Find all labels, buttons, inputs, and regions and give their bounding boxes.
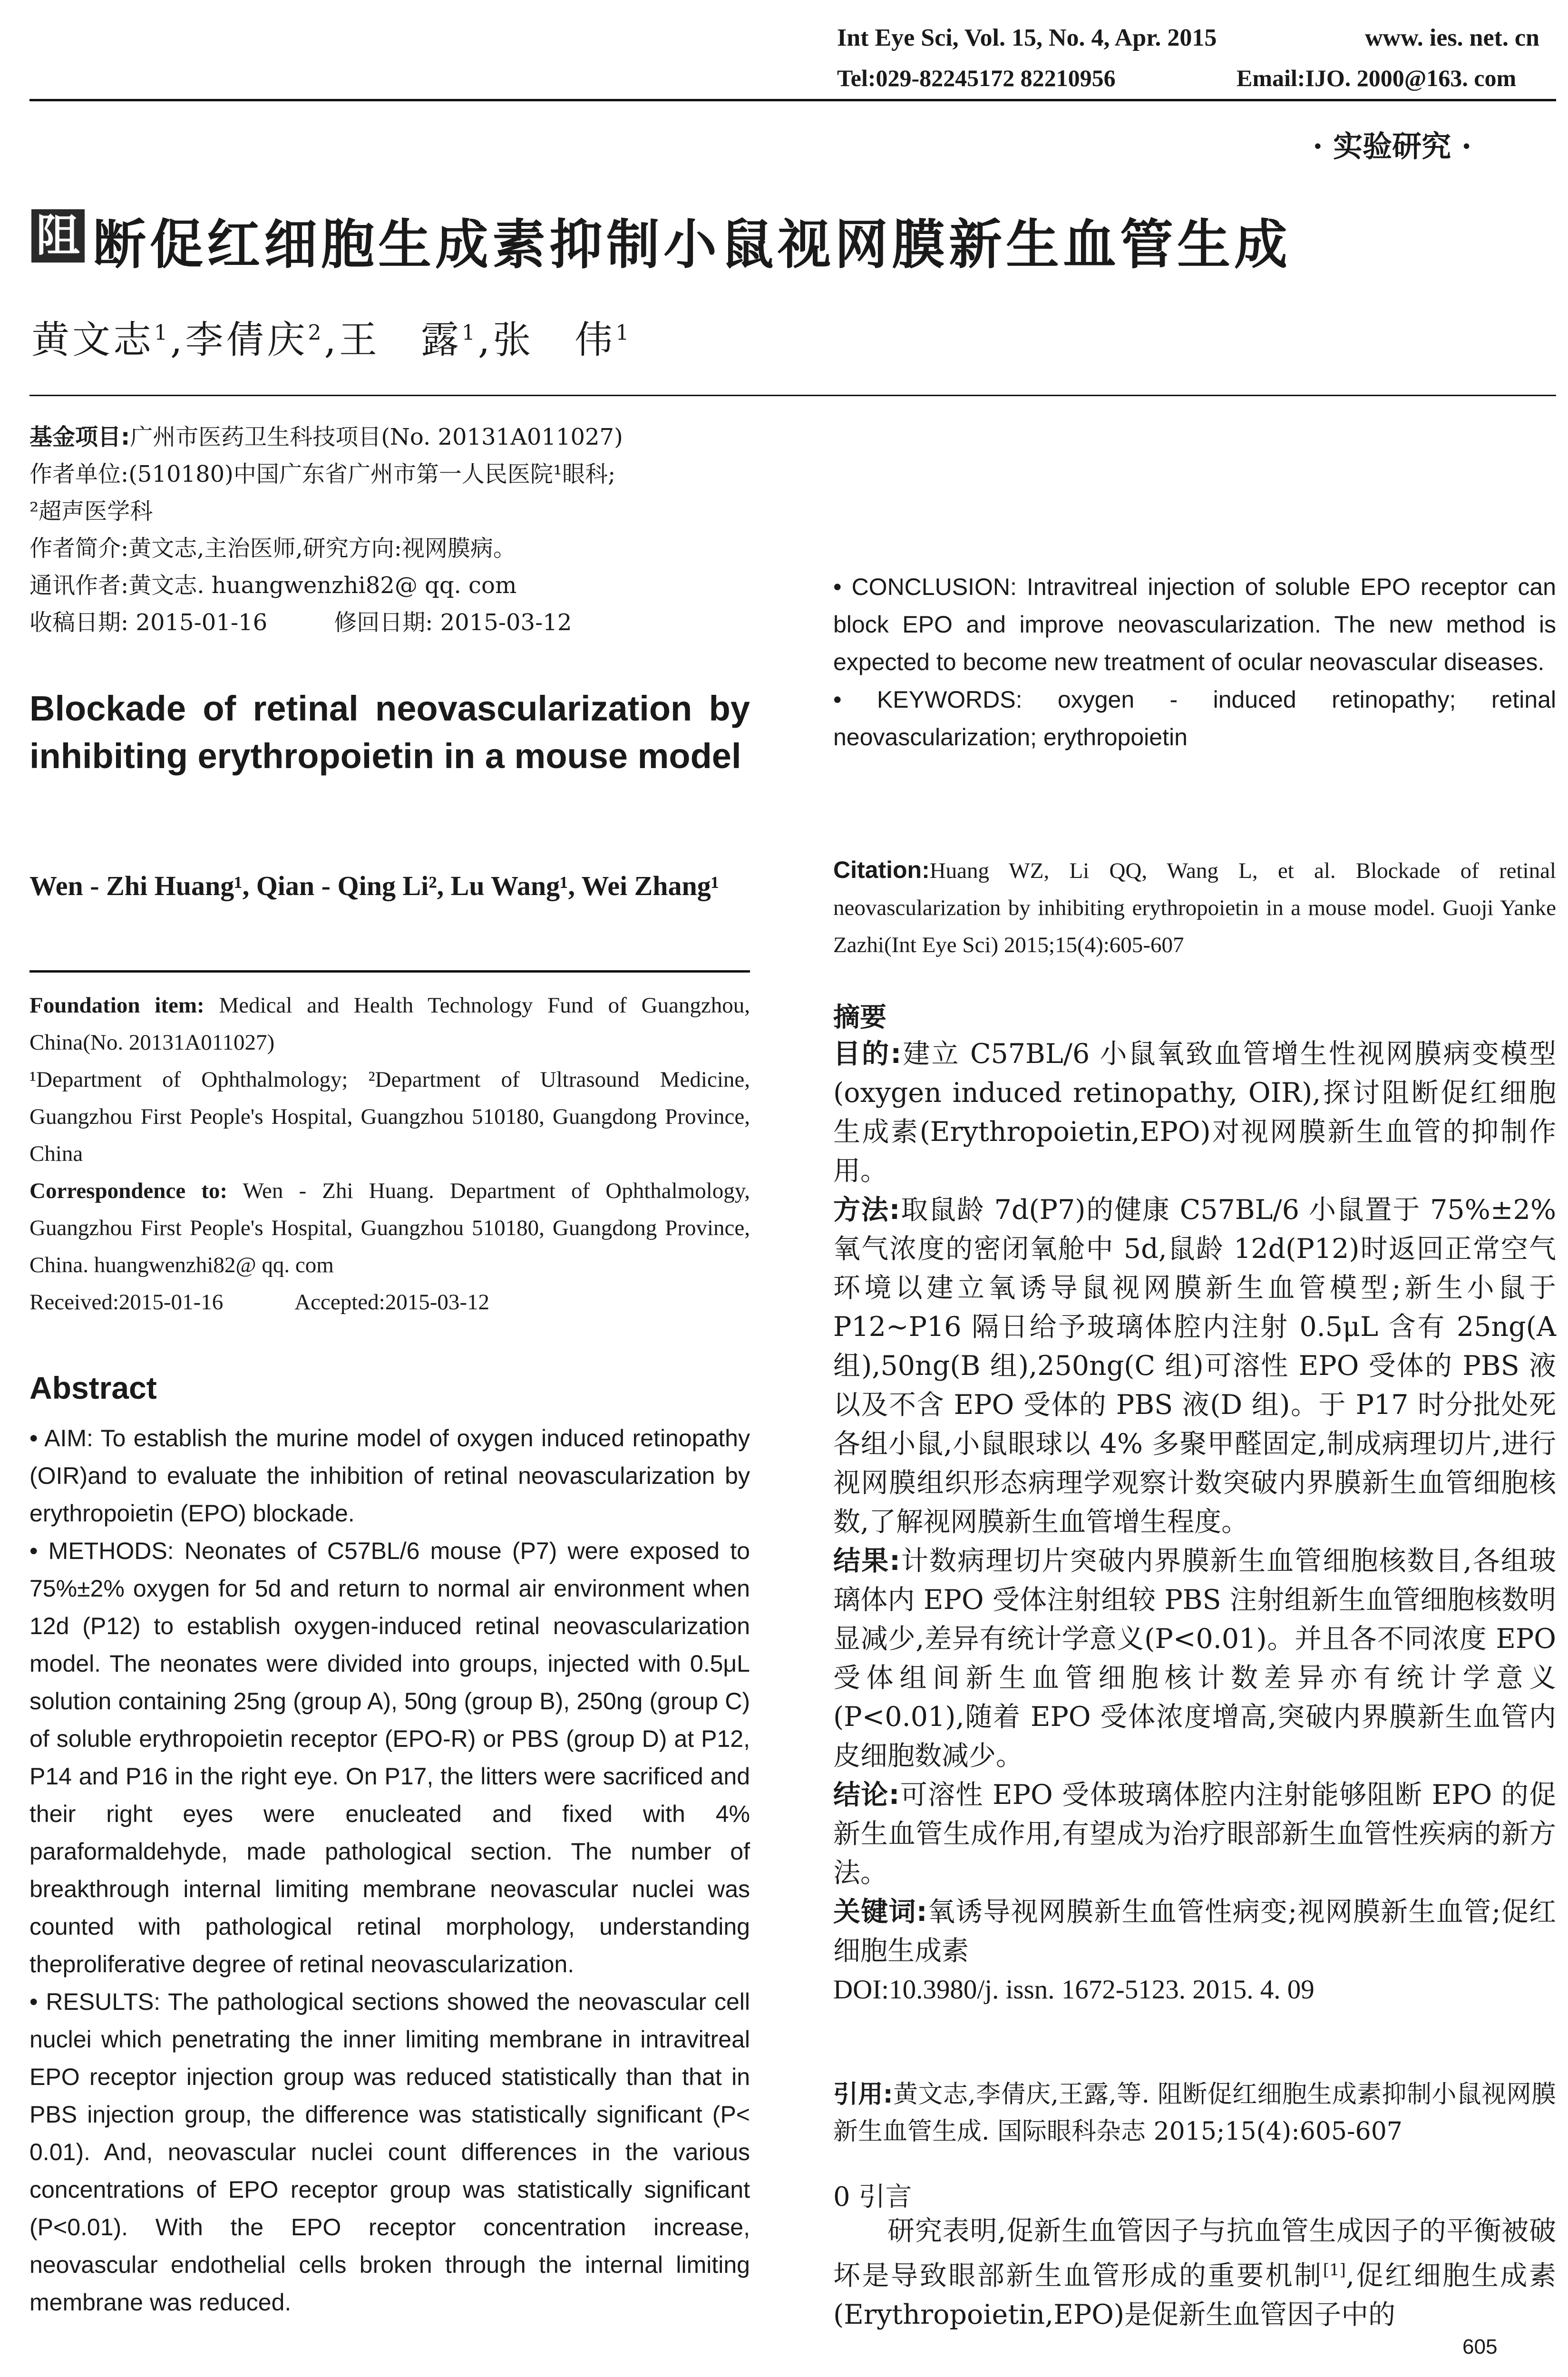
intro-text-2: ,促红细胞生成素(Erythropoietin,EPO)是促新生血管因子中的: [833, 2260, 1557, 2330]
unit-label: 作者单位:: [29, 461, 129, 487]
en-metadata: [29, 987, 750, 1321]
fund-text: 广州市医药卫生科技项目(No. 20131A011027): [130, 424, 623, 450]
unit-text-2: ²超声医学科: [29, 498, 153, 525]
bio-text: 黄文志,主治医师,研究方向:视网膜病。: [128, 535, 516, 562]
cn-citation-text: 黄文志,李倩庆,王露,等. 阻断促红细胞生成素抑制小鼠视网膜新生血管生成. 国际眼科杂志 2015;15(4):605-607: [833, 2080, 1556, 2146]
bio-label: 作者简介:: [29, 535, 129, 562]
title-first-char-mark: 阻: [31, 209, 85, 263]
intro-heading: 0 引言: [833, 2182, 912, 2212]
citation-label: Citation:: [833, 857, 930, 883]
received-en: Received:2015-01-16: [29, 1290, 224, 1315]
header-divider: [29, 99, 1556, 101]
cn-abstract-heading: 摘要: [833, 1002, 886, 1033]
journal-email: Email:IJO. 2000@163. com: [1237, 65, 1517, 91]
article-title-en: Blockade of retinal neovascularization by inhibiting erythropoietin in a mouse model: [29, 689, 750, 776]
cn-aim-text: 建立 C57BL/6 小鼠氧致血管增生性视网膜病变模型(oxygen induced retinopathy, OIR),探讨阻断促红细胞生成素(Erythropoietin,EPO)对视网膜新生血管的抑制作用。: [833, 1038, 1556, 1187]
correspondence-label: Correspondence to:: [29, 1179, 228, 1203]
doi: DOI:10.3980/j. issn. 1672-5123. 2015. 4. 09: [833, 1975, 1315, 2005]
intro-paragraph: [833, 2211, 1556, 2334]
cn-abstract-body: [833, 1034, 1556, 2009]
intro-reference: [1]: [1323, 2260, 1346, 2280]
cn-aim-label: 目的:: [833, 1038, 902, 1070]
cn-conclusion-text: 可溶性 EPO 受体玻璃体腔内注射能够阻断 EPO 的促新生血管生成作用,有望成为治疗眼部新生血管性疾病的新方法。: [833, 1779, 1556, 1889]
cn-citation-label: 引用:: [833, 2080, 893, 2109]
page-number: 605: [1462, 2335, 1498, 2358]
cn-metadata: [29, 419, 750, 641]
corr-text: 黄文志. huangwenzhi82@ qq. com: [128, 572, 517, 599]
department-text: ¹Department of Ophthalmology; ²Department of Ultrasound Medicine, Guangzhou First People's Hospital, Guangzhou 510180, Guangdong Province, China: [29, 1067, 750, 1166]
author-list-en: Wen - Zhi Huang¹, Qian - Qing Li², Lu Wang¹, Wei Zhang¹: [29, 870, 720, 901]
author-affiliation: 2: [308, 321, 324, 345]
unit-text: (510180)中国广东省广州市第一人民医院¹眼科;: [128, 461, 616, 487]
fund-label: 基金项目:: [29, 424, 130, 450]
author-name: 李倩庆: [185, 318, 308, 362]
cn-keywords-label: 关键词:: [833, 1896, 927, 1928]
abstract-results: • RESULTS: The pathological sections showed the neovascular cell nuclei which penetrating the inner limiting membrane in intravitreal EPO receptor injection group was reduced statistically than that in PBS injection group, the difference was statistically significant (P< 0.01). And, neovascular nuclei count differences in the various concentrations of EPO receptor group was statistically significant (P<0.01). With the EPO receptor concentration increase, neovascular endothelial cells broken through the internal limiting membrane was reduced.: [29, 1988, 750, 2316]
journal-telephone: Tel:029-82245172 82210956: [837, 65, 1116, 91]
journal-website: www. ies. net. cn: [1365, 24, 1539, 51]
foundation-text: Medical and Health Technology Fund of Guangzhou, China(No. 20131A011027): [29, 993, 750, 1055]
abstract-keywords: • KEYWORDS: oxygen - induced retinopathy; retinal neovascularization; erythropoietin: [833, 686, 1556, 750]
citation-cn: [833, 2076, 1556, 2150]
journal-citation-header: Int Eye Sci, Vol. 15, No. 4, Apr. 2015: [837, 24, 1217, 51]
abstract-continuation: [833, 416, 1556, 756]
section-tag: · 实验研究 ·: [1313, 129, 1472, 164]
author-name: 王 露: [339, 318, 462, 362]
author-affiliation: 1: [615, 321, 632, 345]
article-title-cn: 断促红细胞生成素抑制小鼠视网膜新生血管生成: [93, 214, 1291, 276]
received-date: 收稿日期: 2015-01-16: [29, 609, 268, 636]
accepted-en: Accepted:2015-03-12: [294, 1290, 490, 1315]
author-affiliation: 1: [154, 321, 170, 345]
author-affiliation: 1: [461, 321, 478, 345]
author-list-cn: 黄文志$^1$,李倩庆$^2$,王 露$^1$,张 伟$^1$: [31, 318, 632, 362]
abstract-heading: Abstract: [29, 1370, 157, 1405]
cn-conclusion-label: 结论:: [833, 1779, 900, 1811]
foundation-label: Foundation item:: [29, 993, 205, 1018]
revised-date: 修回日期: 2015-03-12: [334, 609, 572, 636]
abstract-aim: • AIM: To establish the murine model of oxygen induced retinopathy (OIR)and to evaluate the inhibition of retinal neovascularization by erythropoietin (EPO) blockade.: [29, 1425, 750, 1527]
title-divider: [29, 395, 1556, 396]
intro-text-1: 研究表明,促新生血管因子与抗血管生成因子的平衡被破坏是导致眼部新生血管形成的重要机制: [833, 2215, 1556, 2291]
en-authors-divider: [29, 970, 750, 973]
citation-en: [833, 851, 1556, 964]
author-name: 黄文志: [31, 318, 154, 362]
abstract-conclusion: • CONCLUSION: Intravitreal injection of soluble EPO receptor can block EPO and improve neovascularization. The new method is expected to become new treatment of ocular neovascular diseases.: [833, 574, 1556, 675]
correspondence-text: Wen - Zhi Huang. Department of Ophthalmology, Guangzhou First People's Hospital, Guangzhou 510180, Guangdong Province, China. huangwenzhi82@ qq. com: [29, 1179, 750, 1277]
citation-text: Huang WZ, Li QQ, Wang L, et al. Blockade of retinal neovascularization by inhibiting erythropoietin in a mouse model. Guoji Yanke Zazhi(Int Eye Sci) 2015;15(4):605-607: [833, 858, 1556, 957]
abstract-methods: • METHODS: Neonates of C57BL/6 mouse (P7) were exposed to 75%±2% oxygen for 5d and return to normal air environment when 12d (P12) to establish oxygen-induced retinal neovascularization model. The neonates were divided into groups, injected with 0.5μL solution containing 25ng (group A), 50ng (group B), 250ng (group C) of soluble erythropoietin receptor (EPO-R) or PBS (group D) at P12, P14 and P16 in the right eye. On P17, the litters were sacrificed and their right eyes were enucleated and fixed with 4% paraformaldehyde, made pathological section. The number of breakthrough internal limiting membrane neovascular nuclei was counted with pathological retinal morphology, understanding theproliferative degree of retinal neovascularization.: [29, 1538, 750, 1978]
cn-methods-text: 取鼠龄 7d(P7)的健康 C57BL/6 小鼠置于 75%±2% 氧气浓度的密闭氧舱中 5d,鼠龄 12d(P12)时返回正常空气环境以建立氧诱导鼠视网膜新生血管模型;新生小鼠于 P12~P16 隔日给予玻璃体腔内注射 0.5μL 含有 25ng(A 组),50ng(B 组),250ng(C 组)可溶性 EPO 受体的 PBS 液以及不含 EPO 受体的 PBS 液(D 组)。于 P17 时分批处死各组小鼠,小鼠眼球以 4% 多聚甲醛固定,制成病理切片,进行视网膜组织形态病理学观察计数突破内界膜新生血管细胞核数,了解视网膜新生血管增生程度。: [833, 1194, 1556, 1538]
cn-methods-label: 方法:: [833, 1194, 900, 1226]
corr-label: 通讯作者:: [29, 572, 129, 599]
cn-results-label: 结果:: [833, 1545, 900, 1577]
author-name: 张 伟: [493, 318, 616, 362]
cn-keywords-text: 氧诱导视网膜新生血管性病变;视网膜新生血管;促红细胞生成素: [833, 1896, 1556, 1967]
abstract-body: [29, 1420, 750, 2316]
cn-results-text: 计数病理切片突破内界膜新生血管细胞核数目,各组玻璃体内 EPO 受体注射组较 PBS 注射组新生血管细胞核数明显减少,差异有统计学意义(P<0.01)。并且各不同浓度 EPO 受体组间新生血管细胞核计数差异亦有统计学意义(P<0.01),随着 EPO 受体浓度增高,突破内界膜新生血管内皮细胞数减少。: [833, 1545, 1557, 1772]
